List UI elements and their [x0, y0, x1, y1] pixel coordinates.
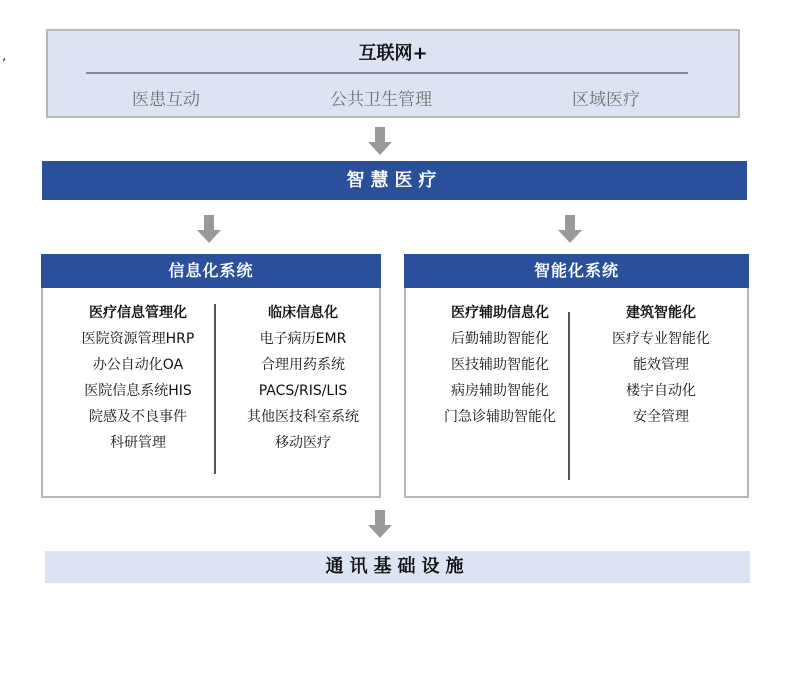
list-item: PACS/RIS/LIS — [258, 383, 348, 399]
info-system-panel — [41, 254, 381, 498]
list-item: 能效管理 — [633, 357, 689, 373]
list-item: 院感及不良事件 — [89, 409, 187, 425]
intel-system-panel — [404, 254, 749, 498]
down-arrow-icon — [558, 215, 582, 247]
list-item: 其他医技科室系统 — [247, 409, 359, 425]
list-item: 楼宇自动化 — [626, 383, 696, 399]
column-divider — [214, 304, 216, 474]
column-title: 医疗辅助信息化 — [451, 305, 549, 321]
smart-medical-bar: 智慧医疗 — [42, 161, 747, 200]
info-col-management — [48, 300, 228, 456]
column-divider — [568, 312, 570, 480]
internet-item-doctor-patient: 医患互动 — [132, 90, 200, 110]
infrastructure-bar: 通讯基础设施 — [45, 551, 750, 583]
column-title: 医疗信息管理化 — [89, 305, 187, 321]
info-col-clinical — [223, 300, 383, 456]
internet-plus-title: 互联网+ — [358, 43, 428, 64]
list-item: 移动医疗 — [275, 435, 331, 451]
intel-col-building — [586, 300, 736, 430]
list-item: 病房辅助智能化 — [451, 383, 549, 399]
column-title: 临床信息化 — [268, 305, 338, 321]
intel-system-title: 智能化系统 — [404, 254, 749, 288]
list-item: 安全管理 — [633, 409, 689, 425]
list-item: 电子病历EMR — [259, 331, 347, 347]
list-item: 医技辅助智能化 — [451, 357, 549, 373]
list-item: 办公自动化OA — [92, 357, 184, 373]
list-item: 科研管理 — [110, 435, 166, 451]
internet-item-regional-medical: 区域医疗 — [572, 90, 640, 110]
down-arrow-icon — [197, 215, 221, 247]
down-arrow-icon — [368, 127, 392, 159]
internet-plus-box — [46, 29, 740, 118]
list-item: 医院信息系统HIS — [84, 383, 192, 399]
list-item: 医疗专业智能化 — [612, 331, 710, 347]
info-system-title: 信息化系统 — [41, 254, 381, 288]
intel-col-auxiliary — [410, 300, 590, 430]
list-item: 医院资源管理HRP — [81, 331, 195, 347]
list-item: 门急诊辅助智能化 — [444, 409, 556, 425]
down-arrow-icon — [368, 510, 392, 542]
list-item: 后勤辅助智能化 — [451, 331, 549, 347]
stray-mark: , — [2, 48, 7, 64]
column-title: 建筑智能化 — [626, 305, 696, 321]
internet-item-public-health: 公共卫生管理 — [330, 90, 432, 110]
internet-divider — [86, 72, 688, 74]
list-item: 合理用药系统 — [261, 357, 345, 373]
